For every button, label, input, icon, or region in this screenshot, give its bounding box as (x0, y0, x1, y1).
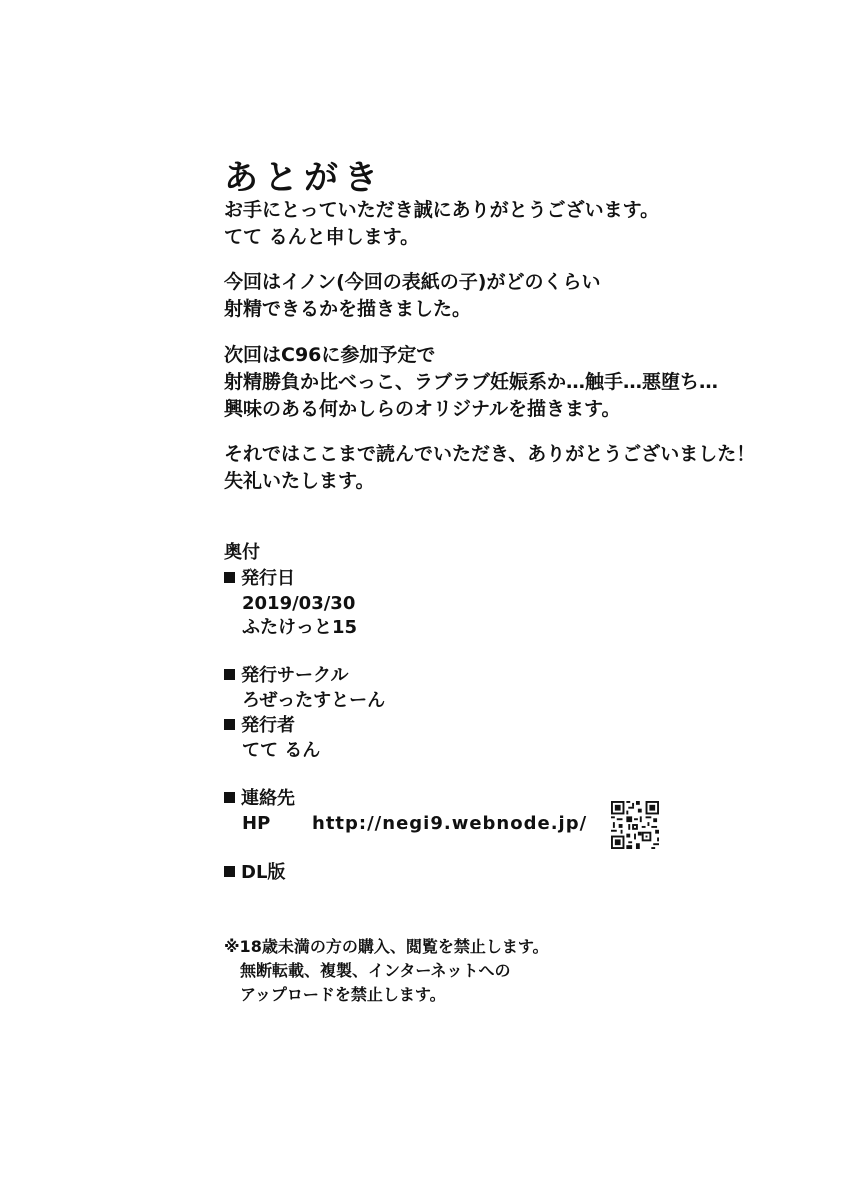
square-bullet-icon (224, 792, 235, 803)
square-bullet-icon (224, 669, 235, 680)
circle-label: 発行サークル (241, 665, 349, 686)
afterword-line-1: お手にとっていただき誠にありがとうございます。 (224, 199, 660, 221)
afterword-line-8: それではここまで読んでいただき、ありがとうございました！ (224, 443, 756, 465)
circle-row (224, 663, 348, 688)
hp-url-link[interactable]: http://negi9.webnode.jp/ (312, 813, 588, 834)
dl-row (224, 860, 285, 885)
qr-code-icon (611, 801, 659, 849)
author-label: 発行者 (241, 715, 295, 736)
author-value: てて るん (242, 740, 321, 761)
contact-label: 連絡先 (241, 788, 295, 809)
afterword-title: あとがき (224, 158, 384, 198)
date-row (224, 566, 295, 591)
afterword-line-9: 失礼いたします。 (224, 470, 375, 492)
contact-row (224, 786, 295, 811)
square-bullet-icon (224, 719, 235, 730)
afterword-line-5: 次回はC96に参加予定で (224, 344, 436, 366)
date-value: 2019/03/30 (242, 593, 356, 614)
notice-line-1: ※18歳未満の方の購入、閲覧を禁止します。 (224, 937, 549, 956)
afterword-line-2: てて るんと申します。 (224, 226, 420, 248)
afterword-line-6: 射精勝負か比べっこ、ラブラブ妊娠系か…触手…悪堕ち… (224, 371, 719, 393)
afterword-line-3: 今回はイノン(今回の表紙の子)がどのくらい (224, 271, 601, 293)
hp-label: HP (242, 813, 271, 834)
afterword-line-7: 興味のある何かしらのオリジナルを描きます。 (224, 398, 621, 420)
notice-line-2: 無断転載、複製、インターネットへの (240, 961, 511, 980)
circle-value: ろぜったすとーん (242, 690, 386, 711)
square-bullet-icon (224, 866, 235, 877)
date-label: 発行日 (241, 568, 295, 589)
square-bullet-icon (224, 572, 235, 583)
dl-label: DL版 (241, 862, 286, 883)
notice-line-3: アップロードを禁止します。 (240, 985, 446, 1004)
afterword-line-4: 射精できるかを描きました。 (224, 298, 472, 320)
colophon-heading: 奥付 (224, 542, 260, 563)
author-row (224, 713, 295, 738)
event-value: ふたけっと15 (242, 617, 358, 638)
